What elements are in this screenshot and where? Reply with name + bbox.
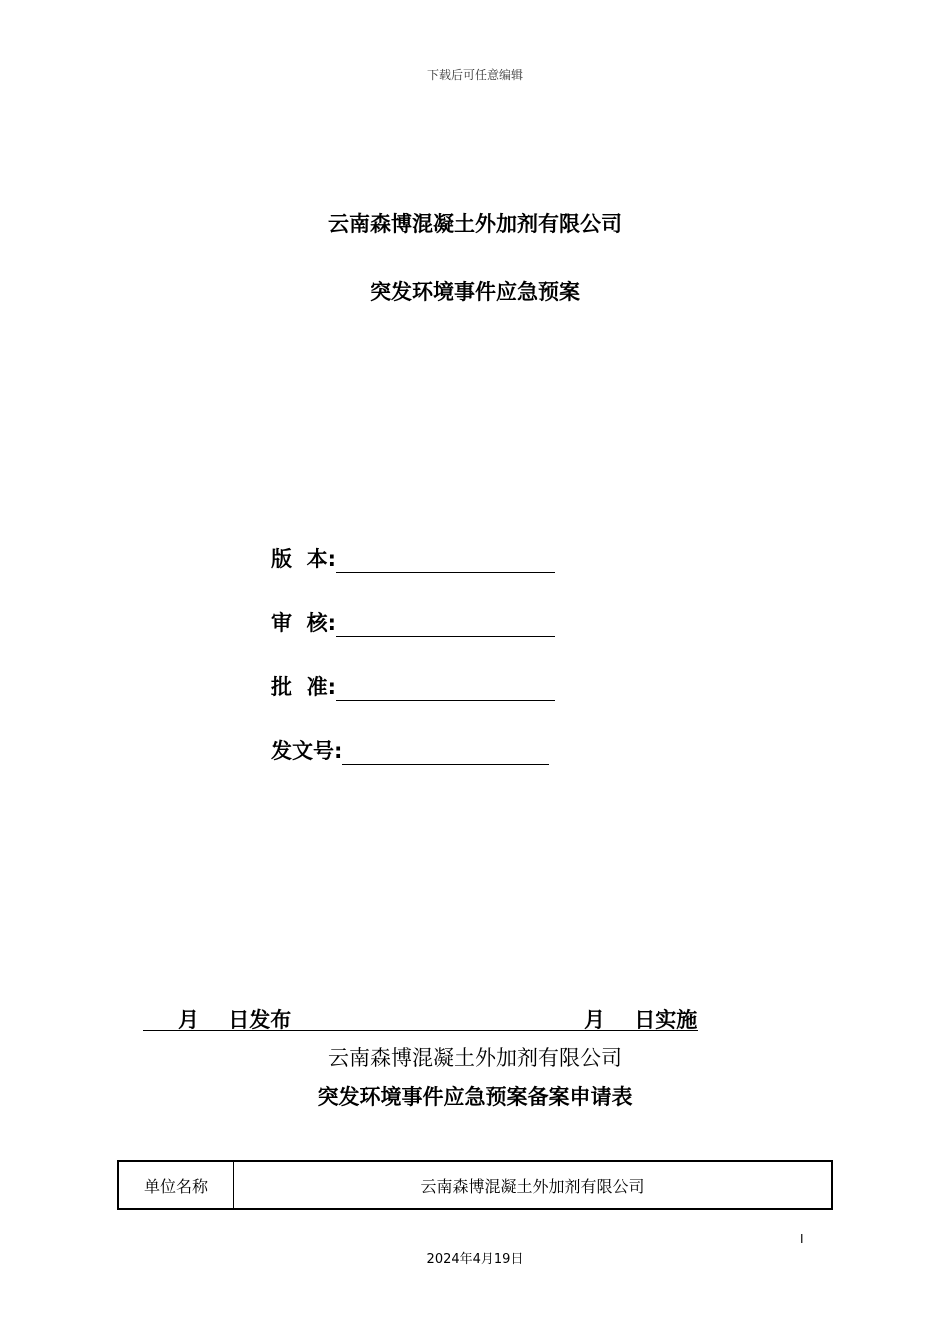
field-review-blank-line xyxy=(336,610,555,637)
field-version-blank-line xyxy=(336,546,555,573)
form-company-title: 云南森博混凝土外加剂有限公司 xyxy=(328,1046,622,1070)
implement-date-text: 月 日实施 xyxy=(584,1008,698,1032)
field-review-label: 审 核: xyxy=(271,611,337,635)
field-document-number-blank-line xyxy=(342,738,549,765)
table-cell-unit-name-value: 云南森博混凝土外加剂有限公司 xyxy=(420,1176,645,1196)
field-document-number xyxy=(271,735,549,765)
field-version-label: 版 本: xyxy=(271,547,337,571)
company-title: 云南森博混凝土外加剂有限公司 xyxy=(328,212,622,236)
form-title: 突发环境事件应急预案备案申请表 xyxy=(317,1085,633,1109)
table-cell-unit-name-label: 单位名称 xyxy=(119,1162,234,1208)
field-document-number-label: 发文号: xyxy=(271,739,343,763)
info-table xyxy=(117,1160,833,1210)
field-approve-blank-line xyxy=(336,674,555,701)
footer-date: 2024年4月19日 xyxy=(426,1252,524,1267)
field-review xyxy=(271,607,555,637)
field-approve-label: 批 准: xyxy=(271,675,337,699)
field-version xyxy=(271,543,555,573)
page-number: I xyxy=(800,1232,804,1246)
document-title: 突发环境事件应急预案 xyxy=(370,280,580,304)
field-approve xyxy=(271,671,555,701)
header-note: 下载后可任意编辑 xyxy=(426,68,523,82)
publish-date-text: 月 日发布 xyxy=(178,1008,292,1032)
